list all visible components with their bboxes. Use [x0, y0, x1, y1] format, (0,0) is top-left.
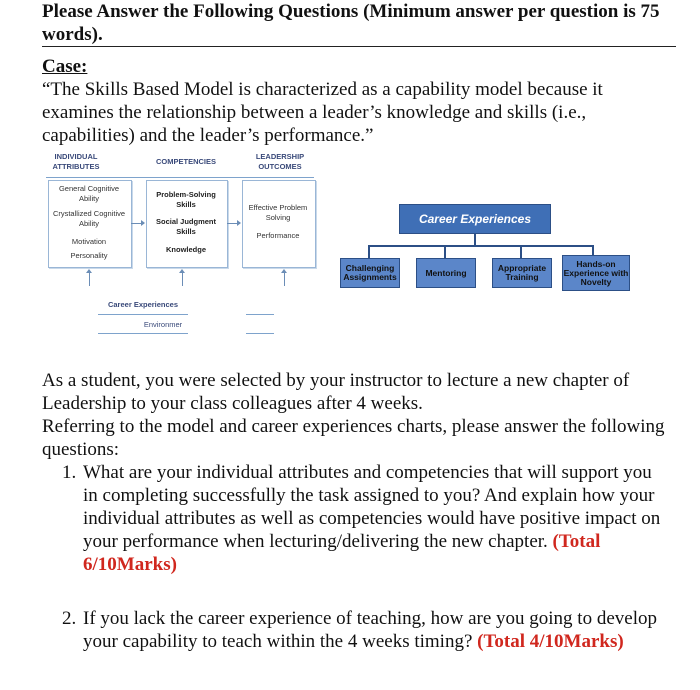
instructions-block — [42, 369, 672, 461]
career-experiences-node: Career Experiences — [399, 204, 551, 234]
attribute-crystallized-cognitive: Crystallized Cognitive Ability — [52, 209, 126, 228]
footer-rule — [98, 314, 188, 315]
footer-environment: Environmer — [143, 320, 183, 329]
mentoring-node: Mentoring — [416, 258, 476, 288]
competency-knowledge: Knowledge — [165, 245, 206, 254]
connector — [520, 245, 522, 258]
question-marks: (Total 6/10Marks) — [83, 531, 601, 575]
connector — [368, 245, 370, 258]
case-label: Case: — [42, 56, 88, 77]
question-2 — [62, 607, 662, 653]
appropriate-training-node: Appropriate Training — [492, 258, 552, 288]
header-competencies: COMPETENCIES — [155, 157, 216, 166]
connector — [444, 245, 446, 258]
arrow-competencies-to-outcomes — [227, 223, 240, 224]
question-number: 1. — [62, 462, 77, 483]
skills-model-diagram — [42, 147, 314, 337]
feedback-line — [182, 272, 183, 286]
footer-rule — [98, 333, 188, 334]
footer-rule — [246, 314, 274, 315]
feedback-arrowhead — [281, 269, 287, 273]
feedback-arrowhead — [179, 269, 185, 273]
question-text: What are your individual attributes and competencies that will support you in completing successfully the task assigned to you? And explain how your individual attributes as well as competencies would have positive impact on your performance when lecturing/delivering the new chapter. — [83, 462, 661, 552]
question-marks: (Total 4/10Marks) — [477, 631, 624, 652]
feedback-line — [284, 272, 285, 286]
attribute-general-cognitive: General Cognitive Ability — [58, 184, 120, 203]
connector — [368, 245, 592, 247]
outcome-performance: Performance — [256, 231, 300, 240]
outcomes-box — [242, 180, 316, 268]
challenging-assignments-node: Challenging Assignments — [340, 258, 400, 288]
question-number: 2. — [62, 608, 77, 629]
competency-problem-solving: Problem-Solving Skills — [156, 190, 216, 209]
competency-social-judgment: Social Judgment Skills — [155, 217, 216, 236]
outcome-effective-problem-solving: Effective Problem Solving — [248, 203, 308, 222]
page-heading: Please Answer the Following Questions (Minimum answer per question is 75 words). — [42, 1, 660, 45]
referring-text: Referring to the model and career experiences charts, please answer the following questions: — [42, 416, 665, 460]
intro-text: As a student, you were selected by your instructor to lecture a new chapter of Leadership to your class colleagues after 4 weeks. — [42, 370, 630, 414]
feedback-arrowhead — [86, 269, 92, 273]
career-experiences-chart — [340, 204, 634, 294]
feedback-line — [89, 272, 90, 286]
attribute-motivation: Motivation — [71, 237, 107, 246]
case-quote: “The Skills Based Model is characterized as a capability model because it examines the relationship between a leader’s knowledge and skills (i.e., capabilities) and the leader’s performance.” — [42, 79, 603, 146]
attribute-personality: Personality — [70, 251, 108, 260]
heading-divider — [42, 46, 676, 47]
arrow-attributes-to-competencies — [131, 223, 144, 224]
header-rule — [46, 177, 314, 178]
question-1 — [62, 461, 662, 576]
question-text: If you lack the career experience of teaching, how are you going to develop your capability to teach within the 4 weeks timing? — [83, 608, 657, 652]
header-leadership-outcomes: LEADERSHIP OUTCOMES — [255, 152, 305, 171]
footer-career-experiences: Career Experiences — [107, 300, 179, 309]
header-individual-attributes: INDIVIDUAL ATTRIBUTES — [52, 152, 100, 171]
footer-rule — [246, 333, 274, 334]
connector — [474, 233, 476, 245]
hands-on-experience-node: Hands-on Experience with Novelty — [562, 255, 630, 291]
